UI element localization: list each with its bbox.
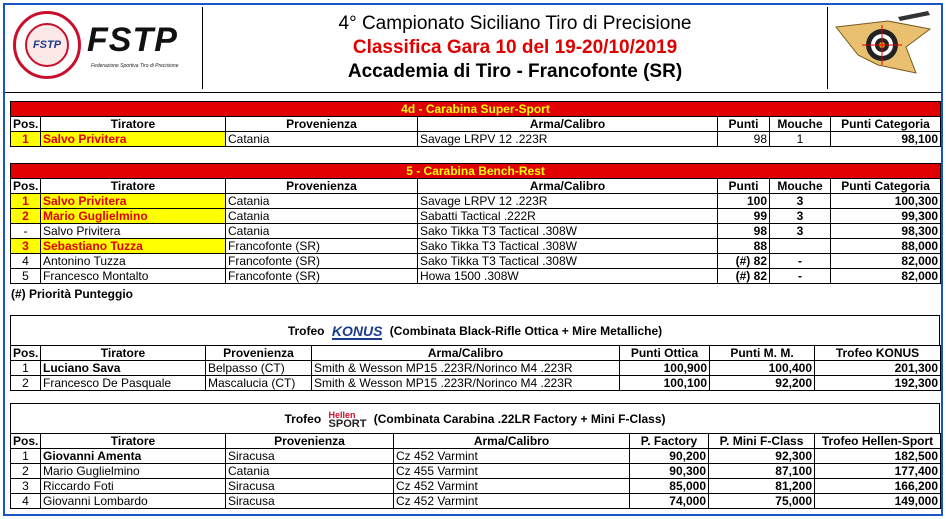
table-row: 4 Antonino Tuzza Francofonte (SR) Sako Tikka T3 Tactical .308W (#) 82 - 82,000	[11, 254, 941, 269]
venue-title: Accademia di Tiro - Francofonte (SR)	[347, 61, 683, 82]
konus-trophy-title: Trofeo KONUS (Combinata Black-Rifle Ottica + Mire Metalliche)	[10, 315, 940, 345]
score-priority-note: (#) Priorità Punteggio	[11, 287, 134, 301]
table-row: - Salvo Privitera Catania Sako Tikka T3 Tactical .308W 98 3 98,300	[11, 224, 941, 239]
table-row: 2 Francesco De Pasquale Mascalucia (CT) Smith & Wesson MP15 .223R/Norinco M4 .223R 100,100 92,200 192,300	[11, 376, 941, 391]
fstp-logo	[7, 7, 203, 89]
header-titles	[204, 5, 826, 93]
table-row: 5 Francesco Montalto Francofonte (SR) Howa 1500 .308W (#) 82 - 82,000	[11, 269, 941, 284]
table-row: 1 Luciano Sava Belpasso (CT) Smith & Wesson MP15 .223R/Norinco M4 .223R 100,900 100,400 201,300	[11, 361, 941, 376]
seal-mark: FSTP	[32, 39, 62, 51]
bench-rest-table	[10, 163, 941, 284]
super-sport-table	[10, 101, 941, 147]
hellen-sport-logo-icon: Hellen SPORT	[328, 410, 367, 430]
table-row: 2 Mario Guglielmino Catania Sabatti Tactical .222R 99 3 99,300	[11, 209, 941, 224]
table-header-row: Pos. Tiratore Provenienza Arma/Calibro Punti Mouche Punti Categoria	[11, 117, 941, 132]
page-title: 4° Campionato Siciliano Tiro di Precisione	[338, 13, 692, 34]
table-header-row: Pos. Tiratore Provenienza Arma/Calibro P. Factory P. Mini F-Class Trofeo Hellen-Sport	[11, 434, 941, 449]
table-row: 1 Giovanni Amenta Siracusa Cz 452 Varmint 90,200 92,300 182,500	[11, 449, 941, 464]
table-row: 3 Sebastiano Tuzza Francofonte (SR) Sako Tikka T3 Tactical .308W 88 88,000	[11, 239, 941, 254]
table-row: 1 Salvo Privitera Catania Savage LRPV 12 .223R 100 3 100,300	[11, 194, 941, 209]
fstp-wordmark: FSTP	[87, 21, 178, 59]
page-subtitle: Classifica Gara 10 del 19-20/10/2019	[352, 37, 678, 58]
table-row: 4 Giovanni Lombardo Siracusa Cz 452 Varmint 74,000 75,000 149,000	[11, 494, 941, 509]
table-row: 2 Mario Guglielmino Catania Cz 455 Varmint 90,300 87,100 177,400	[11, 464, 941, 479]
sicily-target-logo	[827, 7, 939, 89]
sicily-target-icon	[828, 7, 938, 87]
hellen-trophy-title: Trofeo Hellen SPORT (Combinata Carabina .22LR Factory + Mini F-Class)	[10, 403, 940, 433]
page-frame	[3, 3, 943, 516]
fstp-subtitle: Federazione Sportiva Tiro di Precisione	[91, 63, 179, 69]
header	[5, 5, 941, 93]
table-row: 1 Salvo Privitera Catania Savage LRPV 12 .223R 98 1 98,100	[11, 132, 941, 147]
federation-seal-icon	[13, 11, 81, 79]
konus-logo-icon: KONUS	[331, 323, 383, 339]
table-row: 3 Riccardo Foti Siracusa Cz 452 Varmint 85,000 81,200 166,200	[11, 479, 941, 494]
hellen-trophy-table	[10, 433, 941, 509]
section-band: 5 - Carabina Bench-Rest	[11, 164, 941, 179]
section-band: 4d - Carabina Super-Sport	[11, 102, 941, 117]
table-header-row: Pos. Tiratore Provenienza Arma/Calibro Punti Mouche Punti Categoria	[11, 179, 941, 194]
table-header-row: Pos. Tiratore Provenienza Arma/Calibro Punti Ottica Punti M. M. Trofeo KONUS	[11, 346, 941, 361]
konus-trophy-table	[10, 345, 941, 391]
